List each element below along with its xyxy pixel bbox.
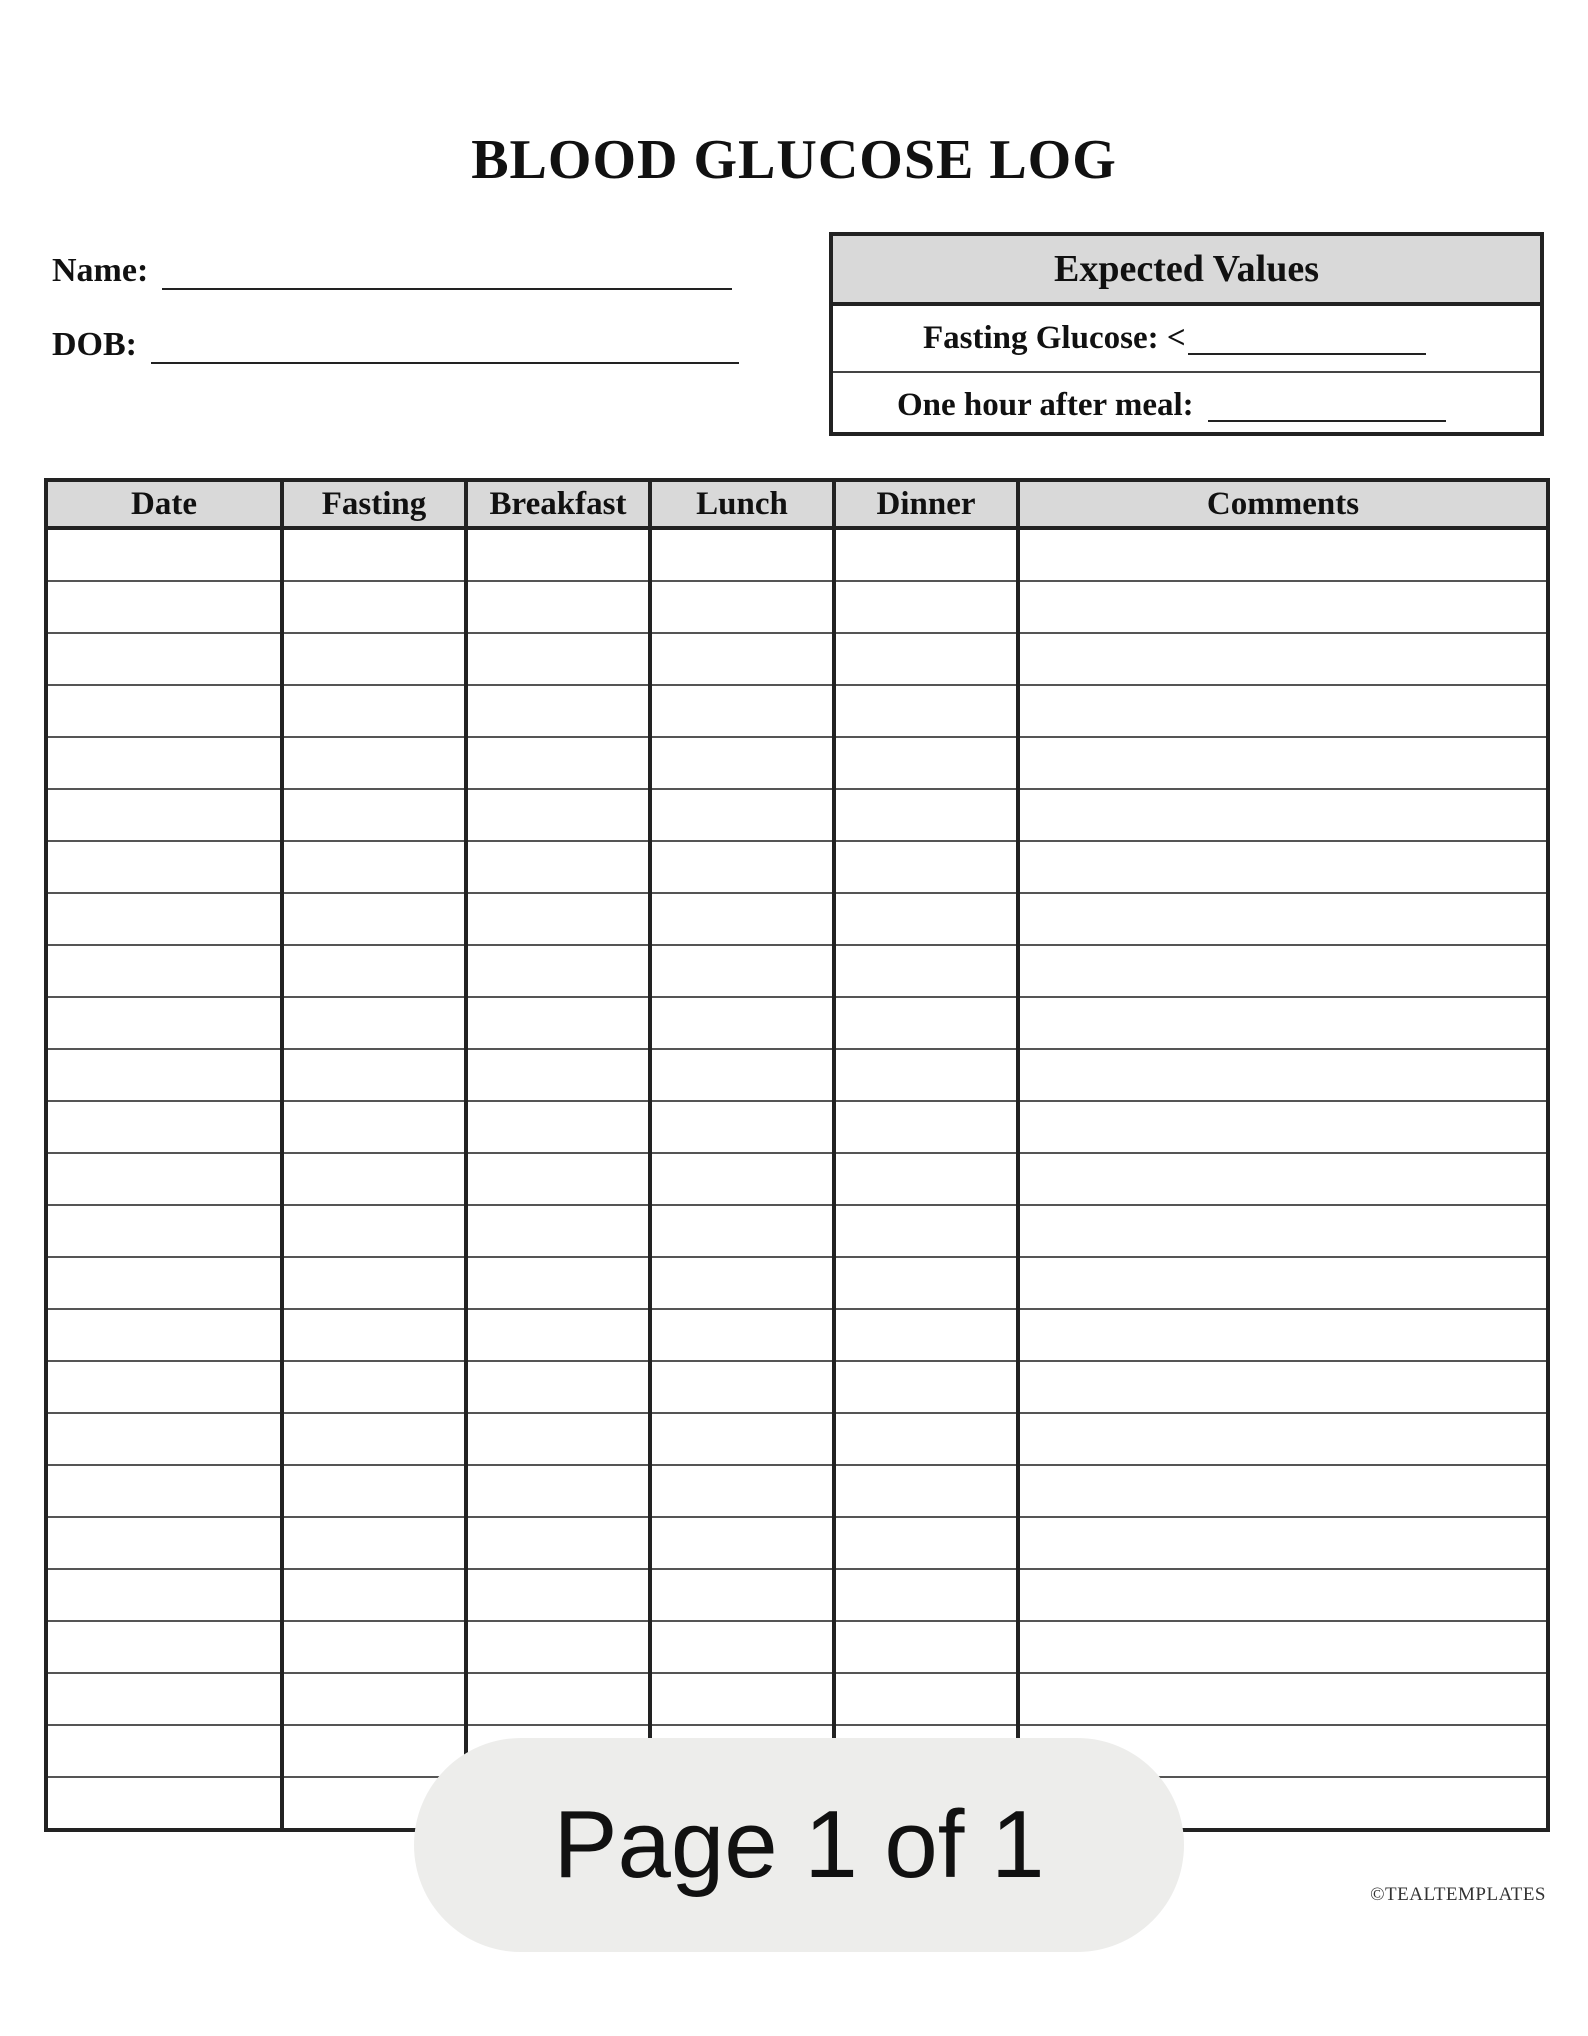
table-row <box>46 1361 1548 1413</box>
cell-breakfast <box>466 1257 650 1309</box>
cell-comments <box>1018 685 1548 737</box>
cell-breakfast <box>466 685 650 737</box>
cell-breakfast <box>466 945 650 997</box>
cell-fasting <box>282 685 466 737</box>
cell-dinner <box>834 737 1018 789</box>
cell-date <box>46 1049 282 1101</box>
cell-comments <box>1018 1361 1548 1413</box>
cell-fasting <box>282 1569 466 1621</box>
cell-comments <box>1018 1257 1548 1309</box>
cell-breakfast <box>466 737 650 789</box>
cell-lunch <box>650 1413 834 1465</box>
table-row <box>46 945 1548 997</box>
cell-date <box>46 1569 282 1621</box>
table-row <box>46 841 1548 893</box>
cell-fasting <box>282 1413 466 1465</box>
cell-comments <box>1018 1517 1548 1569</box>
cell-lunch <box>650 1309 834 1361</box>
name-field <box>52 252 732 290</box>
cell-lunch <box>650 841 834 893</box>
expected-values-box <box>829 232 1544 436</box>
cell-lunch <box>650 1361 834 1413</box>
cell-date <box>46 581 282 633</box>
cell-breakfast <box>466 1153 650 1205</box>
dob-label: DOB: <box>52 326 137 363</box>
cell-dinner <box>834 581 1018 633</box>
cell-fasting <box>282 1725 466 1777</box>
document-title: BLOOD GLUCOSE LOG <box>471 129 1117 191</box>
cell-dinner <box>834 1413 1018 1465</box>
cell-fasting <box>282 893 466 945</box>
cell-lunch <box>650 1465 834 1517</box>
cell-date <box>46 1309 282 1361</box>
cell-comments <box>1018 1205 1548 1257</box>
cell-comments <box>1018 789 1548 841</box>
dob-field <box>52 326 739 364</box>
cell-comments <box>1018 1569 1548 1621</box>
cell-breakfast <box>466 1205 650 1257</box>
fasting-glucose-blank <box>1188 323 1426 355</box>
cell-comments <box>1018 1621 1548 1673</box>
cell-fasting <box>282 841 466 893</box>
column-header-lunch: Lunch <box>650 480 834 528</box>
column-header-comments: Comments <box>1018 480 1548 528</box>
cell-dinner <box>834 633 1018 685</box>
cell-comments <box>1018 528 1548 581</box>
cell-comments <box>1018 633 1548 685</box>
cell-dinner <box>834 528 1018 581</box>
cell-dinner <box>834 1569 1018 1621</box>
cell-fasting <box>282 581 466 633</box>
cell-date <box>46 685 282 737</box>
cell-lunch <box>650 1621 834 1673</box>
cell-breakfast <box>466 581 650 633</box>
expected-values-heading: Expected Values <box>833 236 1540 306</box>
table-row <box>46 1049 1548 1101</box>
table-row <box>46 633 1548 685</box>
cell-dinner <box>834 1049 1018 1101</box>
cell-breakfast <box>466 1621 650 1673</box>
cell-breakfast <box>466 997 650 1049</box>
cell-fasting <box>282 1361 466 1413</box>
cell-dinner <box>834 1621 1018 1673</box>
cell-date <box>46 1205 282 1257</box>
cell-date <box>46 1725 282 1777</box>
table-row <box>46 1673 1548 1725</box>
column-header-date: Date <box>46 480 282 528</box>
cell-date <box>46 1673 282 1725</box>
cell-breakfast <box>466 1673 650 1725</box>
cell-lunch <box>650 1153 834 1205</box>
cell-date <box>46 1257 282 1309</box>
column-header-breakfast: Breakfast <box>466 480 650 528</box>
cell-lunch <box>650 633 834 685</box>
cell-dinner <box>834 945 1018 997</box>
cell-fasting <box>282 1049 466 1101</box>
cell-dinner <box>834 1153 1018 1205</box>
table-row <box>46 1465 1548 1517</box>
table-header-row <box>46 480 1548 528</box>
cell-breakfast <box>466 1465 650 1517</box>
cell-fasting <box>282 528 466 581</box>
table-row <box>46 1257 1548 1309</box>
cell-date <box>46 1465 282 1517</box>
cell-fasting <box>282 1465 466 1517</box>
cell-date <box>46 1621 282 1673</box>
cell-fasting <box>282 1309 466 1361</box>
cell-lunch <box>650 685 834 737</box>
table-row <box>46 1569 1548 1621</box>
cell-comments <box>1018 737 1548 789</box>
table-row <box>46 1153 1548 1205</box>
cell-dinner <box>834 1101 1018 1153</box>
table-row <box>46 1517 1548 1569</box>
cell-dinner <box>834 685 1018 737</box>
cell-date <box>46 1413 282 1465</box>
table-row <box>46 789 1548 841</box>
cell-breakfast <box>466 633 650 685</box>
cell-dinner <box>834 1309 1018 1361</box>
fasting-glucose-row <box>833 306 1540 371</box>
cell-lunch <box>650 1205 834 1257</box>
table-row <box>46 1101 1548 1153</box>
cell-date <box>46 1153 282 1205</box>
cell-lunch <box>650 1517 834 1569</box>
cell-comments <box>1018 581 1548 633</box>
cell-lunch <box>650 1257 834 1309</box>
table-body <box>46 528 1548 1830</box>
table-row <box>46 997 1548 1049</box>
cell-comments <box>1018 841 1548 893</box>
cell-date <box>46 789 282 841</box>
cell-fasting <box>282 1621 466 1673</box>
cell-dinner <box>834 1257 1018 1309</box>
table-row <box>46 685 1548 737</box>
cell-breakfast <box>466 528 650 581</box>
cell-dinner <box>834 997 1018 1049</box>
cell-fasting <box>282 633 466 685</box>
cell-fasting <box>282 789 466 841</box>
cell-lunch <box>650 789 834 841</box>
table-row <box>46 1205 1548 1257</box>
cell-comments <box>1018 1465 1548 1517</box>
cell-fasting <box>282 1153 466 1205</box>
cell-date <box>46 945 282 997</box>
cell-dinner <box>834 893 1018 945</box>
after-meal-label: One hour after meal: <box>897 387 1194 423</box>
name-label: Name: <box>52 252 149 289</box>
cell-lunch <box>650 1673 834 1725</box>
cell-lunch <box>650 997 834 1049</box>
cell-lunch <box>650 581 834 633</box>
cell-date <box>46 893 282 945</box>
cell-breakfast <box>466 893 650 945</box>
cell-lunch <box>650 945 834 997</box>
cell-date <box>46 528 282 581</box>
cell-dinner <box>834 1517 1018 1569</box>
cell-date <box>46 1101 282 1153</box>
fasting-glucose-label: Fasting Glucose: < <box>923 320 1186 356</box>
cell-breakfast <box>466 1309 650 1361</box>
after-meal-blank <box>1208 390 1446 422</box>
cell-comments <box>1018 1049 1548 1101</box>
glucose-log-table <box>44 478 1550 1832</box>
after-meal-row <box>833 371 1540 438</box>
dob-blank-line <box>151 328 739 364</box>
table-row <box>46 528 1548 581</box>
column-header-fasting: Fasting <box>282 480 466 528</box>
cell-dinner <box>834 841 1018 893</box>
cell-date <box>46 737 282 789</box>
cell-dinner <box>834 1673 1018 1725</box>
cell-date <box>46 1361 282 1413</box>
table-row <box>46 1621 1548 1673</box>
cell-lunch <box>650 737 834 789</box>
name-blank-line <box>162 254 732 290</box>
cell-lunch <box>650 1101 834 1153</box>
cell-breakfast <box>466 1101 650 1153</box>
cell-date <box>46 1517 282 1569</box>
column-header-dinner: Dinner <box>834 480 1018 528</box>
cell-date <box>46 841 282 893</box>
page-indicator: Page 1 of 1 <box>414 1738 1184 1952</box>
cell-comments <box>1018 997 1548 1049</box>
cell-breakfast <box>466 1569 650 1621</box>
cell-breakfast <box>466 789 650 841</box>
table-row <box>46 1413 1548 1465</box>
cell-comments <box>1018 945 1548 997</box>
cell-fasting <box>282 1517 466 1569</box>
cell-date <box>46 1777 282 1830</box>
cell-breakfast <box>466 1049 650 1101</box>
table-row <box>46 737 1548 789</box>
cell-lunch <box>650 1049 834 1101</box>
cell-fasting <box>282 1257 466 1309</box>
cell-fasting <box>282 945 466 997</box>
cell-fasting <box>282 737 466 789</box>
cell-comments <box>1018 1673 1548 1725</box>
table-row <box>46 1309 1548 1361</box>
cell-breakfast <box>466 1361 650 1413</box>
cell-date <box>46 633 282 685</box>
copyright-notice: ©TEALTEMPLATES <box>1370 1884 1546 1905</box>
table-row <box>46 893 1548 945</box>
cell-breakfast <box>466 841 650 893</box>
cell-dinner <box>834 1361 1018 1413</box>
cell-date <box>46 997 282 1049</box>
cell-fasting <box>282 1101 466 1153</box>
cell-lunch <box>650 528 834 581</box>
cell-breakfast <box>466 1413 650 1465</box>
cell-breakfast <box>466 1517 650 1569</box>
cell-comments <box>1018 1413 1548 1465</box>
cell-lunch <box>650 893 834 945</box>
cell-comments <box>1018 893 1548 945</box>
cell-lunch <box>650 1569 834 1621</box>
cell-fasting <box>282 997 466 1049</box>
cell-fasting <box>282 1673 466 1725</box>
cell-comments <box>1018 1309 1548 1361</box>
cell-comments <box>1018 1153 1548 1205</box>
cell-dinner <box>834 1465 1018 1517</box>
cell-fasting <box>282 1205 466 1257</box>
cell-dinner <box>834 789 1018 841</box>
cell-dinner <box>834 1205 1018 1257</box>
table-row <box>46 581 1548 633</box>
cell-comments <box>1018 1101 1548 1153</box>
